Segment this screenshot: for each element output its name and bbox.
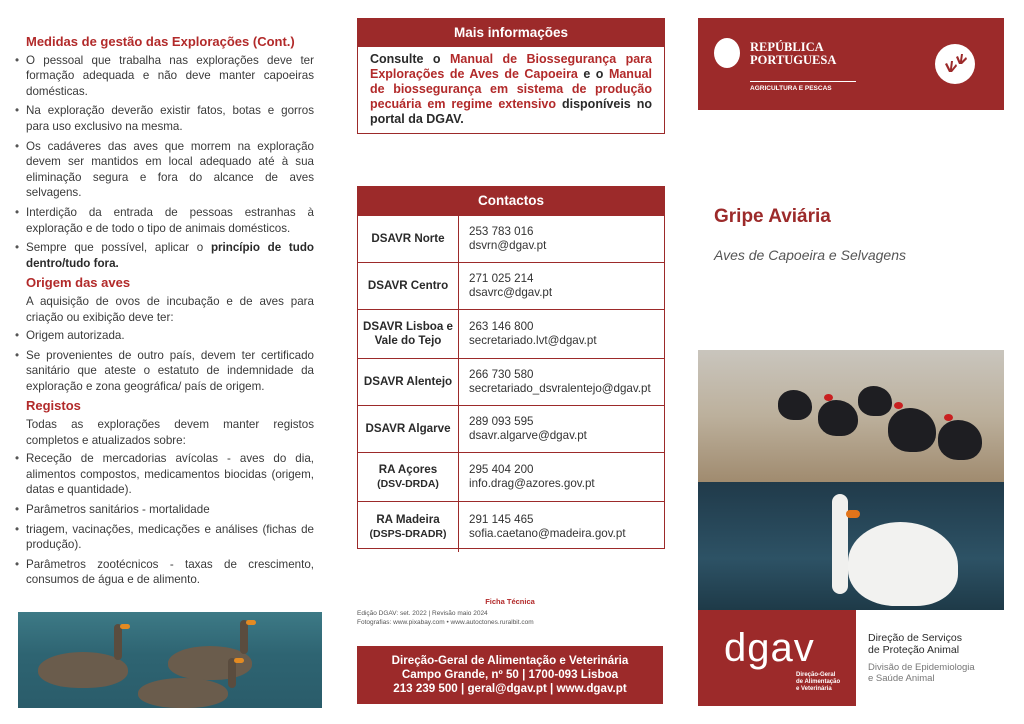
list-item: • Se provenientes de outro país, devem ter certificado sanitário que ateste o estatuto de indemnidade da exploração e zona geográfica/ país de origem.	[26, 348, 314, 395]
list-item: • Origem autorizada.	[26, 328, 314, 344]
contact-phone: 253 783 016	[469, 225, 534, 238]
swan-beak	[846, 510, 860, 518]
more-info-title: Mais informações	[358, 19, 664, 47]
contact-name: DSAVR Centro	[358, 263, 459, 309]
goose-neck	[114, 624, 122, 660]
technical-sheet-title: Ficha Técnica	[485, 597, 535, 606]
division-line: e Saúde Animal	[868, 673, 935, 684]
list-item: • O pessoal que trabalha nas explorações deve ter formação adequada e não deve manter capoeiras domésticas.	[26, 53, 314, 100]
contact-details	[459, 453, 664, 501]
republic-line1: REPÚBLICA	[750, 40, 824, 54]
section-title-records: Registos	[26, 398, 81, 414]
contact-name: DSAVR Alentejo	[358, 359, 459, 405]
list-item-text: Sempre que possível, aplicar o	[26, 241, 211, 255]
all-in-all-out-principle: princípio de tudo dentro/tudo fora	[26, 241, 315, 270]
more-info-text	[358, 47, 664, 132]
footer-address: Campo Grande, nº 50 | 1700-093 Lisboa	[401, 668, 619, 681]
photo-credits: Fotografias: www.pixabay.com • www.autoctones.ruralbit.com	[357, 619, 534, 626]
dgav-sub-line: de Alimentação	[796, 679, 841, 685]
contact-name: RA Madeira	[376, 513, 440, 526]
technical-sheet	[357, 597, 663, 627]
management-list	[26, 53, 314, 272]
list-item: • triagem, vacinações, medicações e análises (fichas de produção).	[26, 522, 314, 553]
republic-banner	[698, 18, 1004, 110]
contact-name-block	[358, 502, 459, 552]
service-line: de Proteção Animal	[868, 644, 960, 656]
contact-details	[459, 502, 664, 552]
contact-name: DSAVR Lisboa e Vale do Tejo	[358, 310, 459, 358]
contact-phone: 295 404 200	[469, 463, 534, 476]
dgav-footer	[357, 646, 663, 704]
swan-neck	[832, 494, 848, 594]
footer-org: Direção-Geral de Alimentação e Veterinária	[391, 654, 629, 667]
chicken-comb	[824, 394, 833, 401]
contacts-table	[357, 186, 665, 549]
table-row	[358, 452, 664, 501]
dgav-sub-line: e Veterinária	[796, 686, 832, 692]
goose-beak	[120, 624, 130, 629]
goose	[138, 678, 228, 708]
chickens-photo	[698, 350, 1004, 482]
contact-email[interactable]: dsavrc@dgav.pt	[469, 286, 553, 299]
republic-wordmark	[750, 41, 836, 67]
list-item-period: .	[115, 256, 119, 270]
swan-body	[848, 522, 958, 606]
contact-details	[459, 406, 664, 452]
contacts-title: Contactos	[358, 187, 664, 215]
table-row	[358, 262, 664, 309]
table-row	[358, 501, 664, 552]
records-list	[26, 451, 314, 588]
republic-emblem-icon	[714, 38, 740, 68]
more-info-box	[357, 18, 665, 134]
manual-extensive-link[interactable]: Manual de biossegurança em sistema de produção pecuária em regime extensivo	[370, 67, 652, 111]
chicken	[778, 390, 812, 420]
contact-details	[459, 263, 664, 309]
chicken	[818, 400, 858, 436]
contact-details	[459, 359, 664, 405]
bird-footprint-svg	[935, 44, 975, 84]
contact-email[interactable]: sofia.caetano@madeira.gov.pt	[469, 527, 626, 540]
contact-phone: 291 145 465	[469, 513, 534, 526]
page-title: Gripe Aviária	[714, 206, 831, 227]
list-item: • Na exploração deverão existir fatos, botas e gorros para uso exclusivo na mesma.	[26, 103, 314, 134]
chicken	[858, 386, 892, 416]
contact-name-block	[358, 453, 459, 501]
manual-capoeira-link[interactable]: Manual de Biossegurança para Explorações de Aves de Capoeira	[370, 52, 652, 81]
goose-beak	[246, 620, 256, 625]
contact-email[interactable]: info.drag@azores.gov.pt	[469, 477, 595, 490]
division-line: Divisão de Epidemiologia	[868, 662, 975, 673]
table-row	[358, 358, 664, 405]
division-label	[868, 662, 975, 684]
contact-name: DSAVR Algarve	[358, 406, 459, 452]
contact-dept: (DSV-DRDA)	[377, 478, 439, 490]
list-item	[26, 240, 314, 271]
table-row	[358, 215, 664, 262]
origin-list	[26, 328, 314, 394]
list-item: • Receção de mercadorias avícolas - aves do dia, alimentos compostos, medicamentos biocidas (origem, datas e quantidade).	[26, 451, 314, 498]
dgav-sub-line: Direção-Geral	[796, 672, 836, 678]
chicken-comb	[894, 402, 903, 409]
contact-email[interactable]: dsvrn@dgav.pt	[469, 239, 547, 252]
goose-beak	[234, 658, 244, 663]
contact-details	[459, 310, 664, 358]
contact-phone: 266 730 580	[469, 368, 534, 381]
info-text: e o	[577, 67, 609, 81]
contact-name: RA Açores	[378, 463, 438, 476]
service-line: Direção de Serviços	[868, 632, 962, 644]
contact-email[interactable]: secretariado.lvt@dgav.pt	[469, 334, 597, 347]
records-intro: Todas as explorações devem manter registos completos e atualizados sobre:	[26, 418, 314, 447]
dgav-logo-subtitle	[796, 672, 840, 693]
table-row	[358, 405, 664, 452]
list-item: • Parâmetros sanitários - mortalidade	[26, 502, 314, 518]
table-row	[358, 309, 664, 358]
section-title-origin: Origem das aves	[26, 275, 131, 291]
footer-contacts[interactable]: 213 239 500 | geral@dgav.pt | www.dgav.pt	[393, 682, 627, 695]
left-panel	[26, 30, 314, 592]
contact-phone: 289 093 595	[469, 415, 534, 428]
goose-neck	[240, 620, 248, 654]
info-text: Consulte o	[370, 52, 450, 66]
list-item: • Os cadáveres das aves que morrem na exploração devem ser mantidos em local adequado até à sua eliminação segura e fora do alcance de aves selvagens.	[26, 139, 314, 201]
dgav-logo-box	[698, 610, 856, 706]
contact-details	[459, 216, 664, 262]
info-text: disponíveis no portal da DGAV.	[370, 97, 652, 126]
contact-email[interactable]: dsavr.algarve@dgav.pt	[469, 429, 587, 442]
contact-phone: 263 146 800	[469, 320, 534, 333]
bird-footprint-icon	[935, 44, 975, 84]
chicken	[888, 408, 936, 452]
contact-name: DSAVR Norte	[358, 216, 459, 262]
swan-photo	[698, 482, 1004, 610]
republic-line2: PORTUGUESA	[750, 53, 837, 67]
origin-intro: A aquisição de ovos de incubação e de aves para criação ou exibição deve ter:	[26, 294, 314, 324]
chicken-comb	[944, 414, 953, 421]
service-direction	[868, 632, 962, 656]
contact-dept: (DSPS-DRADR)	[369, 528, 447, 540]
chicken	[938, 420, 982, 460]
contact-phone: 271 025 214	[469, 272, 534, 285]
list-item: • Interdição da entrada de pessoas estranhas à exploração e de todo o tipo de animais domésticos.	[26, 205, 314, 236]
edition-info: Edição DGAV: set. 2022 | Revisão maio 2024	[357, 610, 488, 617]
geese-photo	[18, 612, 322, 708]
dgav-logo: dgav	[724, 626, 815, 670]
page-subtitle: Aves de Capoeira e Selvagens	[714, 247, 906, 263]
list-item: • Parâmetros zootécnicos - taxas de crescimento, consumos de água e de alimento.	[26, 557, 314, 588]
contact-email[interactable]: secretariado_dsvralentejo@dgav.pt	[469, 382, 651, 395]
ministry-label: AGRICULTURA E PESCAS	[750, 81, 856, 92]
section-title-management: Medidas de gestão das Explorações (Cont.)	[26, 34, 295, 49]
